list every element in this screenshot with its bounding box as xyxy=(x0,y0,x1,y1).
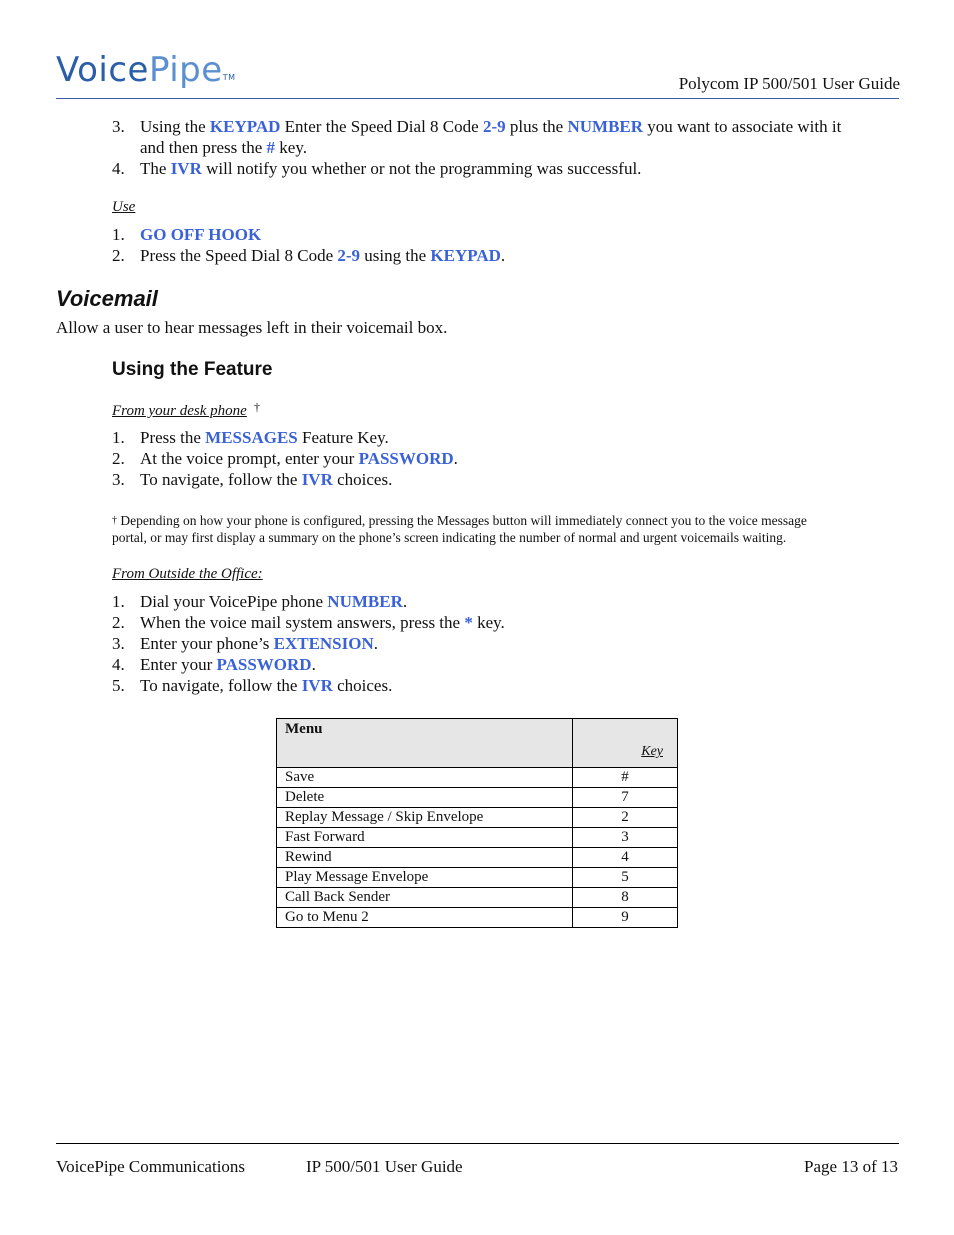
menu-cell: Play Message Envelope xyxy=(277,868,573,888)
header-divider xyxy=(56,98,899,99)
table-row xyxy=(277,788,678,808)
list-item: 4. The IVR will notify you whether or not the programming was successful. xyxy=(112,159,642,178)
list-item: 1. Press the MESSAGES Feature Key. xyxy=(112,428,389,447)
table-row xyxy=(277,808,678,828)
section-heading: Voicemail xyxy=(56,286,158,311)
key-cell: # xyxy=(573,768,678,788)
menu-cell: Go to Menu 2 xyxy=(277,908,573,928)
speed-dial-steps xyxy=(112,116,912,186)
dagger-mark: † xyxy=(254,400,260,414)
table-header-row xyxy=(277,719,678,768)
outside-office-steps xyxy=(112,591,812,697)
document-title: Polycom IP 500/501 User Guide xyxy=(678,74,900,93)
footer-guide-title: IP 500/501 User Guide xyxy=(306,1157,463,1176)
key-cell: 3 xyxy=(573,828,678,848)
footnote: † Depending on how your phone is configured, pressing the Messages button will immediately connect you to the voice message portal, or may first display a summary on the phone’s screen indicating the number of normal and urgent voicemails waiting. xyxy=(112,513,807,545)
list-item: 2. Press the Speed Dial 8 Code 2-9 using the KEYPAD. xyxy=(112,246,506,265)
list-item: 1. Dial your VoicePipe phone NUMBER. xyxy=(112,592,408,611)
key-column-header: Key xyxy=(573,719,678,768)
footer-company: VoicePipe Communications xyxy=(56,1157,246,1176)
voicepipe-logo: VoicePipe™ xyxy=(56,50,236,90)
table-row xyxy=(277,828,678,848)
subsection-heading: Using the Feature xyxy=(112,359,273,380)
footer-divider xyxy=(56,1143,899,1144)
menu-cell: Replay Message / Skip Envelope xyxy=(277,808,573,828)
key-cell: 8 xyxy=(573,888,678,908)
list-item-continuation: and then press the # key. xyxy=(140,138,307,157)
list-item: 5. To navigate, follow the IVR choices. xyxy=(112,676,393,695)
list-item: 4. Enter your PASSWORD. xyxy=(112,655,316,674)
table-row xyxy=(277,868,678,888)
key-cell: 5 xyxy=(573,868,678,888)
key-cell: 7 xyxy=(573,788,678,808)
key-cell: 2 xyxy=(573,808,678,828)
footer-page-number: Page 13 of 13 xyxy=(804,1157,898,1176)
table-row xyxy=(277,888,678,908)
use-steps xyxy=(112,224,812,268)
section-intro: Allow a user to hear messages left in their voicemail box. xyxy=(56,318,448,337)
menu-key-table xyxy=(276,718,678,928)
table-row xyxy=(277,908,678,928)
list-item: 3. Using the KEYPAD Enter the Speed Dial 8 Code 2-9 plus the NUMBER you want to associate with it xyxy=(112,117,842,136)
list-item: 3. Enter your phone’s EXTENSION. xyxy=(112,634,378,653)
desk-phone-steps xyxy=(112,427,812,491)
desk-phone-label: From your desk phone xyxy=(112,403,247,419)
menu-cell: Fast Forward xyxy=(277,828,573,848)
table-row xyxy=(277,768,678,788)
list-item: 2. At the voice prompt, enter your PASSWORD. xyxy=(112,449,458,468)
list-item: 1. GO OFF HOOK xyxy=(112,225,262,244)
key-cell: 4 xyxy=(573,848,678,868)
table-row xyxy=(277,848,678,868)
key-cell: 9 xyxy=(573,908,678,928)
menu-cell: Save xyxy=(277,768,573,788)
list-item: 3. To navigate, follow the IVR choices. xyxy=(112,470,393,489)
menu-cell: Rewind xyxy=(277,848,573,868)
use-label: Use xyxy=(112,199,136,215)
menu-cell: Call Back Sender xyxy=(277,888,573,908)
list-item: 2. When the voice mail system answers, press the * key. xyxy=(112,613,505,632)
menu-cell: Delete xyxy=(277,788,573,808)
menu-column-header: Menu xyxy=(277,719,573,768)
outside-office-label: From Outside the Office: xyxy=(112,566,263,582)
